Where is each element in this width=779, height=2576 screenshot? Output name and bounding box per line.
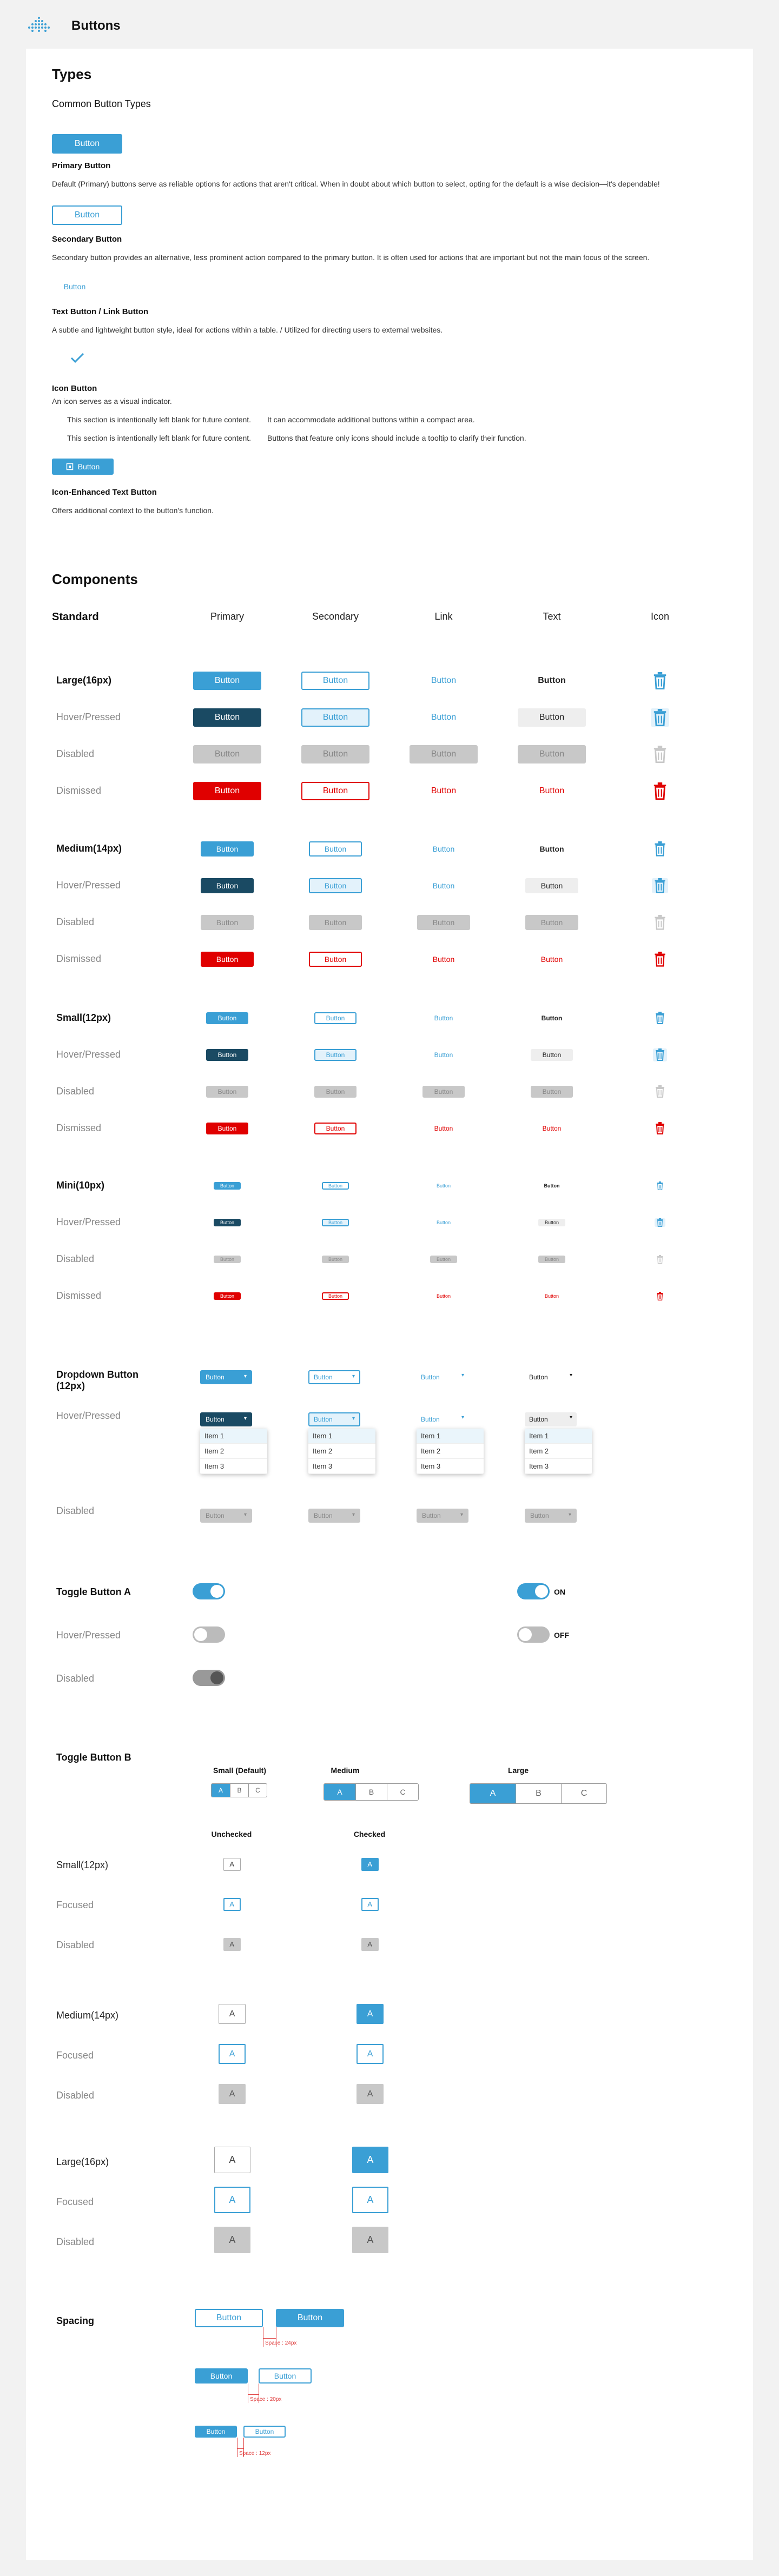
dropdown-item[interactable]: Item 1 bbox=[200, 1429, 267, 1444]
text-button-title: Text Button / Link Button bbox=[52, 307, 149, 316]
dropdown-primary-disabled bbox=[200, 1509, 252, 1523]
size-label-medium: Medium(14px) bbox=[56, 843, 122, 854]
mini-link-base-button[interactable]: Button bbox=[436, 1183, 451, 1189]
spacing-value-1: Space : 20px bbox=[250, 2396, 282, 2402]
dropdown-menu-text bbox=[525, 1429, 592, 1474]
spacing-secondary-2[interactable]: Button bbox=[243, 2426, 286, 2438]
large-trash-disabled-icon[interactable] bbox=[652, 746, 668, 763]
chevron-down-icon: ▾ bbox=[569, 1415, 572, 1420]
spacing-value-2: Space : 12px bbox=[239, 2451, 271, 2457]
large-trash-base-icon[interactable] bbox=[652, 672, 668, 689]
dropdown-label-text: Button bbox=[530, 1512, 549, 1519]
toggle-disabled bbox=[193, 1670, 225, 1686]
small-primary-dismissed-button[interactable]: Button bbox=[206, 1123, 248, 1134]
toggle-b-medium-row-label-2: Disabled bbox=[56, 2090, 95, 2101]
medium-text-disabled-button: Button bbox=[525, 915, 578, 930]
size-label-mini: Mini(10px) bbox=[56, 1180, 105, 1191]
spacing-label: Spacing bbox=[56, 2315, 95, 2326]
dropdown-menu-link bbox=[417, 1429, 484, 1474]
logo-icon bbox=[26, 16, 52, 35]
types-heading: Types bbox=[52, 66, 92, 82]
segment-option-0[interactable]: A bbox=[470, 1784, 516, 1803]
chevron-down-icon: ▾ bbox=[460, 1512, 463, 1518]
small-text-dismissed-button[interactable]: Button bbox=[542, 1125, 562, 1132]
small-trash-disabled-icon[interactable] bbox=[655, 1085, 665, 1098]
small-secondary-hover-button[interactable]: Button bbox=[314, 1049, 357, 1061]
toggle-b-small-checked-2: A bbox=[361, 1938, 379, 1951]
medium-hover-label: Hover/Pressed bbox=[56, 880, 121, 891]
dropdown-menu-secondary bbox=[308, 1429, 375, 1474]
check-icon[interactable] bbox=[70, 353, 84, 363]
dropdown-menu-primary bbox=[200, 1429, 267, 1474]
large-secondary-dismissed-button[interactable]: Button bbox=[301, 782, 369, 800]
toggle-off-hover[interactable] bbox=[193, 1626, 225, 1643]
medium-trash-disabled-icon[interactable] bbox=[653, 915, 666, 930]
toggle-b-small-row-label-2: Disabled bbox=[56, 1940, 95, 1950]
seg-small-label: Small (Default) bbox=[213, 1766, 266, 1775]
mini-link-hover-button[interactable]: Button bbox=[436, 1220, 451, 1225]
toggle-off-labeled[interactable] bbox=[517, 1626, 550, 1643]
dropdown-primary-base[interactable] bbox=[200, 1370, 252, 1384]
dropdown-label-text: Button bbox=[421, 1416, 440, 1423]
mini-trash-disabled-icon[interactable] bbox=[656, 1255, 664, 1264]
dropdown-link-disabled bbox=[417, 1509, 468, 1523]
mini-trash-dismissed-icon[interactable] bbox=[656, 1292, 664, 1300]
mini-text-hover-button[interactable]: Button bbox=[538, 1219, 565, 1226]
icon-note-2b: Buttons that feature only icons should include a tooltip to clarify their function. bbox=[267, 434, 526, 442]
toggle-b-large-checked-1[interactable]: A bbox=[352, 2187, 388, 2213]
segment-option-2[interactable]: C bbox=[561, 1784, 606, 1803]
small-link-hover-button[interactable]: Button bbox=[434, 1051, 453, 1059]
mini-trash-hover-icon[interactable] bbox=[656, 1218, 664, 1227]
small-primary-hover-button[interactable]: Button bbox=[206, 1049, 248, 1061]
medium-primary-hover-button[interactable]: Button bbox=[201, 878, 254, 893]
col-standard: Standard bbox=[52, 611, 99, 623]
dropdown-label-text: Button bbox=[314, 1416, 333, 1423]
icon-note-1b: It can accommodate additional buttons within a compact area. bbox=[267, 415, 475, 424]
dropdown-item[interactable]: Item 2 bbox=[417, 1444, 484, 1459]
large-secondary-disabled-button: Button bbox=[301, 745, 369, 763]
toggle-b-medium-unchecked-0[interactable]: A bbox=[219, 2004, 246, 2024]
types-subheading: Common Button Types bbox=[52, 98, 151, 109]
dropdown-hover-label: Hover/Pressed bbox=[56, 1410, 121, 1421]
toggle-b-small-checked-1[interactable]: A bbox=[361, 1898, 379, 1911]
dropdown-item[interactable]: Item 1 bbox=[308, 1429, 375, 1444]
dropdown-item[interactable]: Item 3 bbox=[525, 1459, 592, 1474]
medium-text-base-button[interactable]: Button bbox=[539, 845, 564, 853]
toggle-a-label: Toggle Button A bbox=[56, 1586, 131, 1597]
icon-text-button-sample[interactable] bbox=[52, 459, 114, 475]
seg-medium-label: Medium bbox=[331, 1766, 360, 1775]
dropdown-label-line1: Dropdown Button bbox=[56, 1369, 138, 1380]
segmented-large bbox=[470, 1783, 607, 1804]
toggle-b-large-checked-2: A bbox=[352, 2227, 388, 2253]
large-hover-label: Hover/Pressed bbox=[56, 712, 121, 722]
spacing-value-0: Space : 24px bbox=[265, 2340, 297, 2346]
dropdown-link-base[interactable] bbox=[417, 1370, 468, 1384]
dropdown-item[interactable]: Item 3 bbox=[417, 1459, 484, 1474]
text-button-desc: A subtle and lightweight button style, ideal for actions within a table. / Utilized for directing users to external websites. bbox=[52, 326, 443, 334]
chevron-down-icon: ▾ bbox=[461, 1415, 464, 1420]
icon-text-button-label: Button bbox=[77, 462, 100, 471]
mini-hover-label: Hover/Pressed bbox=[56, 1217, 121, 1227]
secondary-button-sample[interactable]: Button bbox=[52, 205, 122, 225]
dropdown-link-hover[interactable] bbox=[417, 1412, 468, 1426]
dropdown-item[interactable]: Item 1 bbox=[525, 1429, 592, 1444]
large-text-base-button[interactable]: Button bbox=[538, 676, 566, 685]
mini-secondary-hover-button[interactable]: Button bbox=[322, 1219, 349, 1226]
toggle-b-small-row-label-0: Small(12px) bbox=[56, 1860, 109, 1870]
mini-text-base-button[interactable]: Button bbox=[544, 1183, 560, 1189]
size-label-large: Large(16px) bbox=[56, 675, 112, 686]
dropdown-label-text: Button bbox=[421, 1373, 440, 1381]
content-card bbox=[26, 49, 753, 2560]
chevron-down-icon: ▾ bbox=[352, 1373, 355, 1379]
icon-text-title: Icon-Enhanced Text Button bbox=[52, 488, 157, 497]
medium-disabled-label: Disabled bbox=[56, 917, 95, 927]
chevron-down-icon: ▾ bbox=[352, 1416, 355, 1422]
dropdown-label-text: Button bbox=[206, 1373, 225, 1381]
mini-link-disabled-button: Button bbox=[430, 1256, 457, 1263]
small-text-base-button[interactable]: Button bbox=[541, 1014, 563, 1022]
col-secondary: Secondary bbox=[312, 611, 359, 622]
small-text-hover-button[interactable]: Button bbox=[531, 1049, 573, 1061]
segment-option-1[interactable]: B bbox=[516, 1784, 561, 1803]
segment-option-1[interactable]: B bbox=[355, 1784, 387, 1800]
spacing-line-horiz-2 bbox=[237, 2448, 243, 2449]
primary-title: Primary Button bbox=[52, 161, 111, 170]
dropdown-item[interactable]: Item 3 bbox=[308, 1459, 375, 1474]
mini-dismissed-label: Dismissed bbox=[56, 1290, 102, 1301]
toggle-b-small-unchecked-1[interactable]: A bbox=[223, 1898, 241, 1911]
dropdown-label-text: Button bbox=[206, 1512, 225, 1519]
medium-link-disabled-button: Button bbox=[417, 915, 470, 930]
toggle-b-large-unchecked-0[interactable]: A bbox=[214, 2147, 250, 2173]
square-icon bbox=[66, 463, 74, 470]
toggle-on-labeled[interactable] bbox=[517, 1583, 550, 1599]
large-primary-dismissed-button[interactable]: Button bbox=[193, 782, 261, 800]
toggle-b-medium-row-label-0: Medium(14px) bbox=[56, 2010, 119, 2021]
dropdown-item[interactable]: Item 1 bbox=[417, 1429, 484, 1444]
toggle-b-large-unchecked-1[interactable]: A bbox=[214, 2187, 250, 2213]
medium-trash-hover-icon[interactable] bbox=[653, 878, 666, 893]
chevron-down-icon: ▾ bbox=[243, 1512, 247, 1518]
size-label-small: Small(12px) bbox=[56, 1012, 111, 1023]
spacing-primary-0[interactable]: Button bbox=[276, 2309, 344, 2327]
toggle-b-large-row-label-0: Large(16px) bbox=[56, 2156, 109, 2167]
dropdown-text-hover[interactable] bbox=[525, 1412, 577, 1426]
segment-option-2[interactable]: C bbox=[248, 1784, 267, 1797]
large-primary-disabled-button: Button bbox=[193, 745, 261, 763]
checked-header: Checked bbox=[353, 1830, 386, 1838]
large-dismissed-label: Dismissed bbox=[56, 785, 102, 796]
dropdown-label-line2: (12px) bbox=[56, 1380, 85, 1391]
mini-secondary-disabled-button: Button bbox=[322, 1256, 349, 1263]
small-link-disabled-button: Button bbox=[422, 1086, 465, 1098]
col-primary: Primary bbox=[210, 611, 244, 622]
toggle-on-primary[interactable] bbox=[193, 1583, 225, 1599]
large-primary-hover-button[interactable]: Button bbox=[193, 708, 261, 727]
chevron-down-icon: ▾ bbox=[569, 1372, 572, 1378]
medium-secondary-hover-button[interactable]: Button bbox=[309, 878, 362, 893]
spacing-primary-2[interactable]: Button bbox=[195, 2426, 237, 2438]
mini-primary-hover-button[interactable]: Button bbox=[214, 1219, 241, 1226]
toggle-b-medium-unchecked-1[interactable]: A bbox=[219, 2044, 246, 2064]
toggle-a-hover-label: Hover/Pressed bbox=[56, 1630, 121, 1641]
large-secondary-base-button[interactable]: Button bbox=[301, 672, 369, 690]
medium-dismissed-label: Dismissed bbox=[56, 953, 102, 964]
mini-text-dismissed-button[interactable]: Button bbox=[544, 1293, 559, 1299]
small-dismissed-label: Dismissed bbox=[56, 1123, 102, 1133]
medium-text-dismissed-button[interactable]: Button bbox=[540, 955, 563, 964]
dropdown-label bbox=[56, 1369, 138, 1392]
spacing-line-horiz-1 bbox=[248, 2394, 259, 2395]
large-text-disabled-button: Button bbox=[518, 745, 586, 763]
large-link-disabled-button: Button bbox=[410, 745, 478, 763]
medium-primary-disabled-button: Button bbox=[201, 915, 254, 930]
small-secondary-base-button[interactable]: Button bbox=[314, 1012, 357, 1024]
toggle-b-large-unchecked-2: A bbox=[214, 2227, 250, 2253]
small-secondary-disabled-button: Button bbox=[314, 1086, 357, 1098]
medium-link-dismissed-button[interactable]: Button bbox=[432, 955, 455, 964]
large-link-hover-button[interactable]: Button bbox=[431, 713, 457, 722]
large-trash-hover-icon[interactable] bbox=[652, 709, 668, 726]
medium-secondary-base-button[interactable]: Button bbox=[309, 841, 362, 857]
icon-button-desc: An icon serves as a visual indicator. bbox=[52, 397, 172, 406]
icon-note-1a: This section is intentionally left blank for future content. bbox=[67, 415, 252, 424]
segmented-medium bbox=[324, 1783, 419, 1801]
large-primary-base-button[interactable]: Button bbox=[193, 672, 261, 690]
large-secondary-hover-button[interactable]: Button bbox=[301, 708, 369, 727]
primary-desc: Default (Primary) buttons serve as reliable options for actions that aren't critical. When in doubt about which button to select, opting for the default is a wise decision—it's dependable! bbox=[52, 180, 660, 188]
toggle-b-label: Toggle Button B bbox=[56, 1752, 131, 1763]
toggle-b-medium-checked-2: A bbox=[357, 2084, 384, 2104]
primary-button-sample[interactable]: Button bbox=[52, 134, 122, 154]
medium-secondary-dismissed-button[interactable]: Button bbox=[309, 952, 362, 967]
mini-secondary-dismissed-button[interactable]: Button bbox=[322, 1292, 349, 1300]
chevron-down-icon: ▾ bbox=[461, 1372, 464, 1378]
dropdown-item[interactable]: Item 2 bbox=[308, 1444, 375, 1459]
col-link: Link bbox=[434, 611, 453, 622]
medium-secondary-disabled-button: Button bbox=[309, 915, 362, 930]
secondary-desc: Secondary button provides an alternative, less prominent action compared to the primary button. It is often used for actions that are important but not the main focus of the screen. bbox=[52, 253, 650, 262]
dropdown-label-text: Button bbox=[529, 1416, 548, 1423]
secondary-title: Secondary Button bbox=[52, 235, 122, 244]
dropdown-label-text: Button bbox=[529, 1373, 548, 1381]
mini-text-disabled-button: Button bbox=[538, 1256, 565, 1263]
large-text-hover-button[interactable]: Button bbox=[518, 708, 586, 727]
text-button-sample[interactable]: Button bbox=[63, 282, 86, 291]
mini-primary-disabled-button: Button bbox=[214, 1256, 241, 1263]
dropdown-label-text: Button bbox=[422, 1512, 441, 1519]
dropdown-secondary-base[interactable] bbox=[308, 1370, 360, 1384]
toggle-b-small-checked-0[interactable]: A bbox=[361, 1858, 379, 1871]
spacing-line-horiz-0 bbox=[263, 2338, 276, 2339]
large-link-dismissed-button[interactable]: Button bbox=[431, 786, 457, 795]
dropdown-label-text: Button bbox=[314, 1512, 333, 1519]
toggle-b-small-row-label-1: Focused bbox=[56, 1900, 94, 1910]
toggle-b-small-unchecked-0[interactable]: A bbox=[223, 1858, 241, 1871]
small-disabled-label: Disabled bbox=[56, 1086, 95, 1097]
icon-button-title: Icon Button bbox=[52, 384, 97, 393]
dropdown-text-base[interactable] bbox=[525, 1370, 577, 1384]
segment-option-0[interactable]: A bbox=[212, 1784, 230, 1797]
chevron-down-icon: ▾ bbox=[243, 1416, 247, 1422]
dropdown-disabled-label: Disabled bbox=[56, 1505, 95, 1516]
small-secondary-dismissed-button[interactable]: Button bbox=[314, 1123, 357, 1134]
col-text: Text bbox=[543, 611, 561, 622]
medium-text-hover-button[interactable]: Button bbox=[525, 878, 578, 893]
mini-secondary-base-button[interactable]: Button bbox=[322, 1182, 349, 1190]
segment-option-1[interactable]: B bbox=[230, 1784, 248, 1797]
chevron-down-icon: ▾ bbox=[352, 1512, 355, 1518]
segment-option-0[interactable]: A bbox=[324, 1784, 355, 1800]
mini-link-dismissed-button[interactable]: Button bbox=[436, 1293, 451, 1299]
small-link-base-button[interactable]: Button bbox=[434, 1014, 453, 1022]
dropdown-item[interactable]: Item 3 bbox=[200, 1459, 267, 1474]
spacing-primary-1[interactable]: Button bbox=[195, 2368, 248, 2384]
mini-trash-base-icon[interactable] bbox=[656, 1181, 664, 1190]
small-trash-dismissed-icon[interactable] bbox=[655, 1122, 665, 1134]
large-disabled-label: Disabled bbox=[56, 748, 95, 759]
toggle-b-medium-row-label-1: Focused bbox=[56, 2050, 94, 2061]
dropdown-label-text: Button bbox=[314, 1373, 333, 1381]
medium-trash-base-icon[interactable] bbox=[653, 841, 666, 857]
medium-link-hover-button[interactable]: Button bbox=[432, 881, 455, 890]
icon-note-2a: This section is intentionally left blank for future content. bbox=[67, 434, 252, 442]
segment-option-2[interactable]: C bbox=[387, 1784, 418, 1800]
chevron-down-icon: ▾ bbox=[568, 1512, 571, 1518]
unchecked-header: Unchecked bbox=[211, 1830, 252, 1838]
dropdown-text-disabled bbox=[525, 1509, 577, 1523]
toggle-b-large-row-label-2: Disabled bbox=[56, 2236, 95, 2247]
dropdown-primary-hover[interactable] bbox=[200, 1412, 252, 1426]
dropdown-item[interactable]: Item 2 bbox=[525, 1444, 592, 1459]
large-trash-dismissed-icon[interactable] bbox=[652, 782, 668, 800]
mini-primary-base-button[interactable]: Button bbox=[214, 1182, 241, 1190]
dropdown-label-text: Button bbox=[206, 1416, 225, 1423]
dropdown-secondary-hover[interactable] bbox=[308, 1412, 360, 1426]
toggle-off-text: OFF bbox=[554, 1631, 569, 1639]
toggle-b-large-row-label-1: Focused bbox=[56, 2196, 94, 2207]
small-trash-hover-icon[interactable] bbox=[655, 1048, 665, 1061]
col-icon: Icon bbox=[650, 611, 670, 622]
medium-trash-dismissed-icon[interactable] bbox=[653, 952, 666, 967]
page-title: Buttons bbox=[71, 18, 121, 33]
components-heading: Components bbox=[52, 571, 138, 587]
spacing-secondary-1[interactable]: Button bbox=[259, 2368, 312, 2384]
mini-disabled-label: Disabled bbox=[56, 1253, 95, 1264]
small-primary-base-button[interactable]: Button bbox=[206, 1012, 248, 1024]
toggle-b-medium-checked-0[interactable]: A bbox=[357, 2004, 384, 2024]
toggle-b-medium-unchecked-2: A bbox=[219, 2084, 246, 2104]
large-link-base-button[interactable]: Button bbox=[431, 676, 457, 685]
spacing-secondary-0[interactable]: Button bbox=[195, 2309, 263, 2327]
toggle-b-large-checked-0[interactable]: A bbox=[352, 2147, 388, 2173]
top-bar bbox=[0, 0, 779, 49]
dropdown-item[interactable]: Item 2 bbox=[200, 1444, 267, 1459]
dropdown-secondary-disabled bbox=[308, 1509, 360, 1523]
small-text-disabled-button: Button bbox=[531, 1086, 573, 1098]
large-text-dismissed-button[interactable]: Button bbox=[539, 786, 565, 795]
segmented-small bbox=[211, 1783, 267, 1797]
small-trash-base-icon[interactable] bbox=[655, 1012, 665, 1024]
toggle-b-small-unchecked-2: A bbox=[223, 1938, 241, 1951]
chevron-down-icon: ▾ bbox=[243, 1373, 247, 1379]
small-primary-disabled-button: Button bbox=[206, 1086, 248, 1098]
medium-primary-dismissed-button[interactable]: Button bbox=[201, 952, 254, 967]
small-hover-label: Hover/Pressed bbox=[56, 1049, 121, 1060]
toggle-on-text: ON bbox=[554, 1588, 565, 1596]
seg-large-label: Large bbox=[507, 1766, 529, 1775]
mini-primary-dismissed-button[interactable]: Button bbox=[214, 1292, 241, 1300]
small-link-dismissed-button[interactable]: Button bbox=[434, 1125, 453, 1132]
toggle-a-disabled-label: Disabled bbox=[56, 1673, 95, 1684]
toggle-b-medium-checked-1[interactable]: A bbox=[357, 2044, 384, 2064]
icon-text-desc: Offers additional context to the button's function. bbox=[52, 506, 214, 515]
medium-primary-base-button[interactable]: Button bbox=[201, 841, 254, 857]
medium-link-base-button[interactable]: Button bbox=[432, 845, 455, 853]
